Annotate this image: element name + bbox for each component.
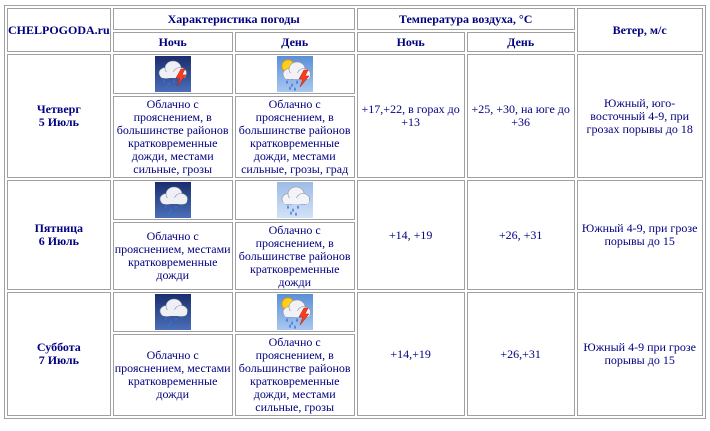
cloud-rain-icon — [155, 182, 191, 218]
temperature-header: Температура воздуха, °С — [357, 8, 575, 30]
cloud-lightning-rain-icon-graphic — [155, 56, 191, 92]
day-icon-cell — [235, 54, 355, 94]
weekday: Суббота — [36, 340, 81, 354]
night-description: Облачно с прояснением, в большинстве районов кратковременные дожди, местами сильные, грозы — [113, 96, 233, 178]
temperature-night-header: Ночь — [357, 32, 465, 52]
wind-value: Южный, юго-восточный 4-9, при грозах порывы до 18 — [577, 54, 703, 178]
day-icon-cell — [235, 292, 355, 332]
temp-night: +17,+22, в горах до +13 — [357, 54, 465, 178]
sun-cloud-lightning-rain-icon — [277, 56, 313, 92]
day-description: Облачно с прояснением, в большинстве районов кратковременные дожди — [235, 222, 355, 290]
night-description: Облачно с прояснением, местами кратковременные дожди — [113, 334, 233, 416]
cloud-rain-light-icon — [277, 182, 313, 218]
sun-cloud-lightning-rain-icon — [277, 294, 313, 330]
wind-value: Южный 4-9 при грозе порывы до 15 — [577, 292, 703, 416]
characteristic-night-header: Ночь — [113, 32, 233, 52]
sun-cloud-lightning-rain-icon-graphic — [277, 56, 313, 92]
characteristic-day-header: День — [235, 32, 355, 52]
weekday: Пятница — [34, 221, 84, 235]
day-description: Облачно с прояснением, в большинстве районов кратковременные дожди, местами сильные, грозы, град — [235, 96, 355, 178]
night-icon-cell — [113, 292, 233, 332]
wind-header: Ветер, м/с — [577, 8, 703, 52]
table-row — [7, 292, 703, 332]
site-name: CHELPOGODA.ru — [7, 8, 111, 52]
sun-cloud-lightning-rain-icon-graphic — [277, 294, 313, 330]
cloud-rain-icon-graphic — [155, 294, 191, 330]
date: 7 Июль — [38, 353, 79, 367]
cloud-lightning-rain-icon — [155, 56, 191, 92]
table-row — [7, 54, 703, 94]
temperature-day-header: День — [467, 32, 575, 52]
cloud-rain-icon — [155, 294, 191, 330]
day-icon-cell — [235, 180, 355, 220]
date-cell — [7, 54, 111, 178]
day-description: Облачно с прояснением, в большинстве районов кратковременные дожди, местами сильные, грозы — [235, 334, 355, 416]
temp-day: +26, +31 — [467, 180, 575, 290]
temp-night: +14, +19 — [357, 180, 465, 290]
night-icon-cell — [113, 180, 233, 220]
temp-day: +26,+31 — [467, 292, 575, 416]
table-row — [7, 180, 703, 220]
date-cell — [7, 292, 111, 416]
characteristic-header: Характеристика погоды — [113, 8, 355, 30]
night-description: Облачно с прояснением, местами кратковременные дожди — [113, 222, 233, 290]
date: 5 Июль — [38, 115, 79, 129]
temp-day: +25, +30, на юге до +36 — [467, 54, 575, 178]
date-cell — [7, 180, 111, 290]
wind-value: Южный 4-9, при грозе порывы до 15 — [577, 180, 703, 290]
night-icon-cell — [113, 54, 233, 94]
cloud-rain-light-icon-graphic — [277, 182, 313, 218]
temp-night: +14,+19 — [357, 292, 465, 416]
weekday: Четверг — [36, 102, 81, 116]
cloud-rain-icon-graphic — [155, 182, 191, 218]
date: 6 Июль — [38, 234, 79, 248]
forecast-table — [4, 5, 706, 419]
